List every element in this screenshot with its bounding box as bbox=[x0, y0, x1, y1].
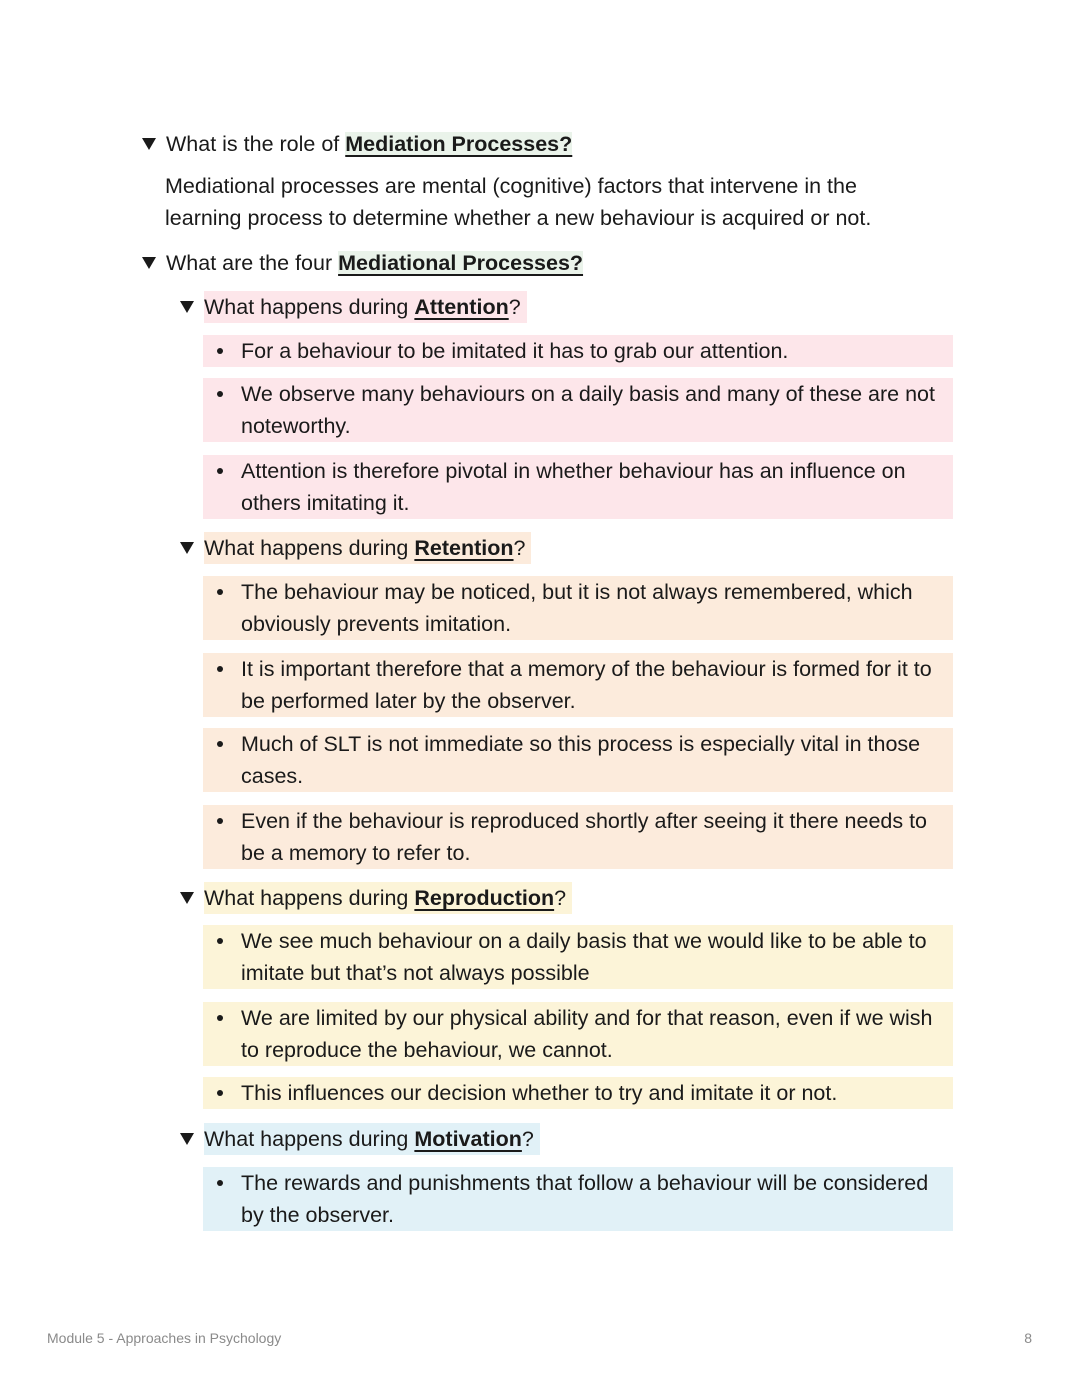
triangle-down-icon[interactable] bbox=[142, 257, 156, 269]
toggle-text: What is the role of Mediation Processes? bbox=[166, 132, 573, 156]
toggle-text: What happens during Attention? bbox=[204, 291, 527, 323]
toggle-text: What happens during Retention? bbox=[204, 532, 531, 564]
toggle-four-mediational-processes[interactable] bbox=[142, 247, 583, 279]
toggle-role-of-mediation[interactable] bbox=[142, 128, 572, 160]
toggle-text: What happens during Reproduction? bbox=[204, 882, 572, 914]
keyword-attention: Attention bbox=[414, 295, 509, 319]
triangle-down-icon[interactable] bbox=[180, 892, 194, 904]
list-item: It is important therefore that a memory of the behaviour is formed for it to be performed later by the observer. bbox=[203, 653, 953, 717]
list-item: We observe many behaviours on a daily basis and many of these are not noteworthy. bbox=[203, 378, 953, 442]
list-item: For a behaviour to be imitated it has to grab our attention. bbox=[203, 335, 953, 367]
toggle-text: What are the four Mediational Processes? bbox=[166, 251, 584, 275]
answer-paragraph: Mediational processes are mental (cognitive) factors that intervene in the learning process to determine whether a new behaviour is acquired or not. bbox=[165, 174, 872, 230]
toggle-attention[interactable] bbox=[180, 291, 527, 323]
keyword-retention: Retention bbox=[414, 536, 514, 560]
toggle-reproduction[interactable] bbox=[180, 882, 572, 914]
list-item: This influences our decision whether to try and imitate it or not. bbox=[203, 1077, 953, 1109]
list-item: The rewards and punishments that follow a behaviour will be considered by the observer. bbox=[203, 1167, 953, 1231]
triangle-down-icon[interactable] bbox=[180, 1133, 194, 1145]
list-item: Even if the behaviour is reproduced shortly after seeing it there needs to be a memory to refer to. bbox=[203, 805, 953, 869]
footer-module-title: Module 5 - Approaches in Psychology bbox=[47, 1330, 282, 1346]
triangle-down-icon[interactable] bbox=[180, 301, 194, 313]
triangle-down-icon[interactable] bbox=[180, 542, 194, 554]
keyword-reproduction: Reproduction bbox=[414, 886, 555, 910]
list-item: We are limited by our physical ability and for that reason, even if we wish to reproduce the behaviour, we cannot. bbox=[203, 1002, 953, 1066]
list-item: We see much behaviour on a daily basis that we would like to be able to imitate but that’s not always possible bbox=[203, 925, 953, 989]
list-item: Much of SLT is not immediate so this process is especially vital in those cases. bbox=[203, 728, 953, 792]
toggle-motivation[interactable] bbox=[180, 1123, 540, 1155]
footer-page-number: 8 bbox=[1024, 1330, 1032, 1346]
list-item: The behaviour may be noticed, but it is not always remembered, which obviously prevents imitation. bbox=[203, 576, 953, 640]
list-item: Attention is therefore pivotal in whether behaviour has an influence on others imitating it. bbox=[203, 455, 953, 519]
triangle-down-icon[interactable] bbox=[142, 138, 156, 150]
keyword-mediation-processes: Mediation Processes? bbox=[345, 132, 573, 156]
keyword-motivation: Motivation bbox=[414, 1127, 522, 1151]
toggle-text: What happens during Motivation? bbox=[204, 1123, 540, 1155]
keyword-mediational-processes: Mediational Processes? bbox=[338, 251, 584, 275]
toggle-retention[interactable] bbox=[180, 532, 531, 564]
